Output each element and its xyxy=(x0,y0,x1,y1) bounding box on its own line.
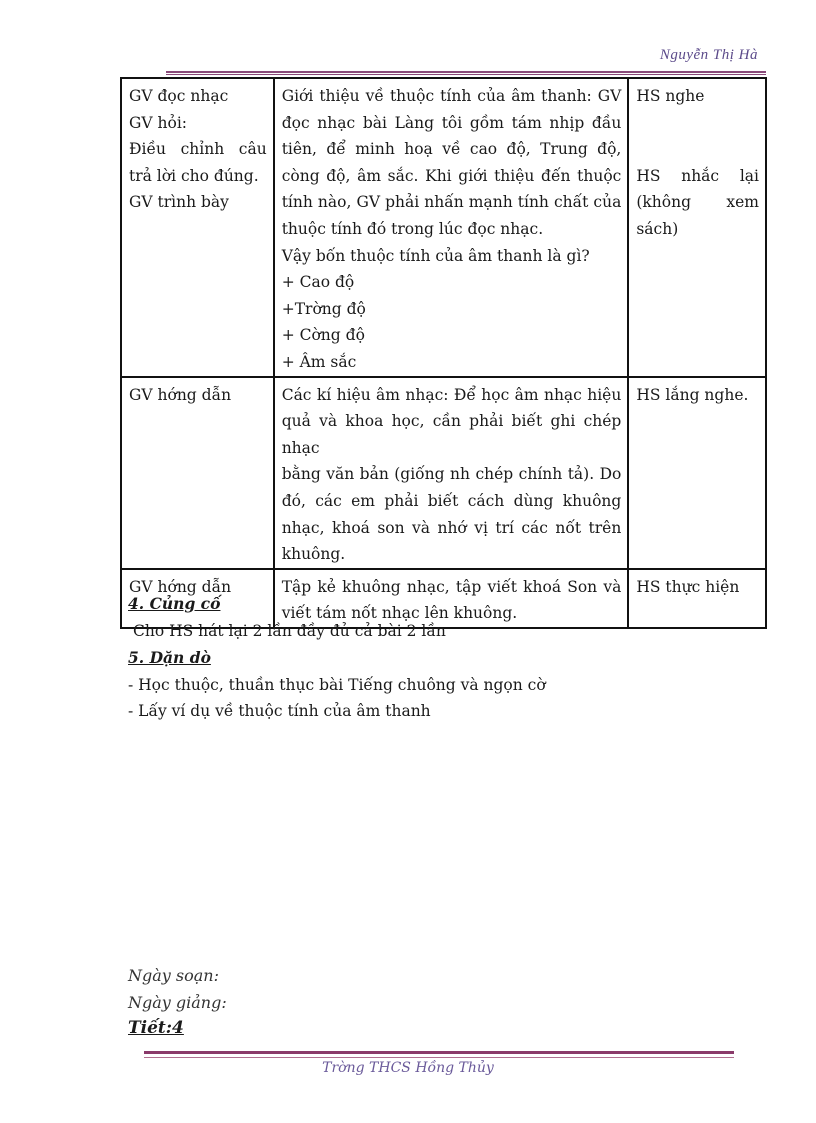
content-line: nhạc, khoá son và nhớ vị trí các nốt trên xyxy=(281,518,622,537)
teacher-cell xyxy=(121,78,274,377)
content-line: viết tám nốt nhạc lên khuông. xyxy=(281,604,518,623)
content-line: khuông. xyxy=(281,545,346,564)
student-cell xyxy=(628,377,766,569)
content-line: +Trờng độ xyxy=(281,299,366,318)
content-line: đó, các em phải biết cách dùng khuông xyxy=(281,491,622,510)
section-4-text: Cho HS hát lại 2 lần đầy đủ cả bài 2 lần xyxy=(133,622,446,640)
ngay-soan-label: Ngày soạn: xyxy=(128,966,219,985)
content-line: Giới thiệu về thuộc tính của âm thanh: GV xyxy=(281,87,622,105)
content-line: bằng văn bản (giống nh chép chính tả). Do xyxy=(281,465,622,484)
teacher-line: GV hỏi: xyxy=(129,113,187,132)
teacher-line: Điều chỉnh câu xyxy=(129,140,267,159)
content-line: tiên, để minh hoạ về cao độ, Trung độ, xyxy=(281,140,622,159)
footer-rule xyxy=(144,1051,734,1058)
section-5-item: - Lấy ví dụ về thuộc tính của âm thanh xyxy=(128,702,431,720)
section-5-title: 5. Dặn dò xyxy=(128,648,211,667)
teacher-cell xyxy=(121,377,274,569)
tiet-label: Tiết:4 xyxy=(128,1018,184,1038)
student-line: (không xem xyxy=(636,193,759,212)
content-line: Tập kẻ khuông nhạc, tập viết khoá Son và xyxy=(281,577,622,596)
header-rule xyxy=(166,71,766,75)
table-row xyxy=(121,377,766,569)
student-line: HS lắng nghe. xyxy=(636,385,749,404)
table-row xyxy=(121,78,766,377)
content-cell xyxy=(274,377,629,569)
student-line: sách) xyxy=(636,219,679,238)
teacher-line: GV trình bày xyxy=(129,193,229,212)
student-line: HS nhắc lại xyxy=(636,166,759,185)
content-line: còng độ, âm sắc. Khi giới thiệu đến thuộc xyxy=(281,166,622,185)
teacher-line: trả lời cho đúng. xyxy=(129,166,259,185)
content-line: + Cờng độ xyxy=(281,326,365,345)
content-line: quả và khoa học, cần phải biết ghi chép nhạc xyxy=(281,412,622,457)
header-author: Nguyễn Thị Hà xyxy=(659,47,758,63)
student-cell xyxy=(628,78,766,377)
content-line: + Âm sắc xyxy=(281,352,357,371)
ngay-giang-label: Ngày giảng: xyxy=(128,993,227,1012)
student-line: HS thực hiện xyxy=(636,577,740,596)
student-line: HS nghe xyxy=(636,87,705,105)
section-4-title: 4. Củng cố xyxy=(128,594,221,613)
content-line: đọc nhạc bài Làng tôi gồm tám nhịp đầu xyxy=(281,113,622,132)
content-line: thuộc tính đó trong lúc đọc nhạc. xyxy=(281,219,544,238)
content-line: tính nào, GV phải nhấn mạnh tính chất của xyxy=(281,193,622,212)
footer-school: Trờng THCS Hồng Thủy xyxy=(322,1060,494,1076)
content-line: + Cao độ xyxy=(281,273,355,292)
content-line: Vậy bốn thuộc tính của âm thanh là gì? xyxy=(281,246,590,265)
content-cell xyxy=(274,78,629,377)
section-5-item: - Học thuộc, thuần thục bài Tiếng chuông và ngọn cờ xyxy=(128,676,546,694)
lesson-table xyxy=(120,77,767,629)
teacher-line: GV đọc nhạc xyxy=(129,87,229,105)
content-line: Các kí hiệu âm nhạc: Để học âm nhạc hiệu xyxy=(281,385,622,404)
student-cell xyxy=(628,569,766,628)
teacher-line: GV hớng dẫn xyxy=(129,577,232,596)
teacher-line: GV hớng dẫn xyxy=(129,385,232,404)
